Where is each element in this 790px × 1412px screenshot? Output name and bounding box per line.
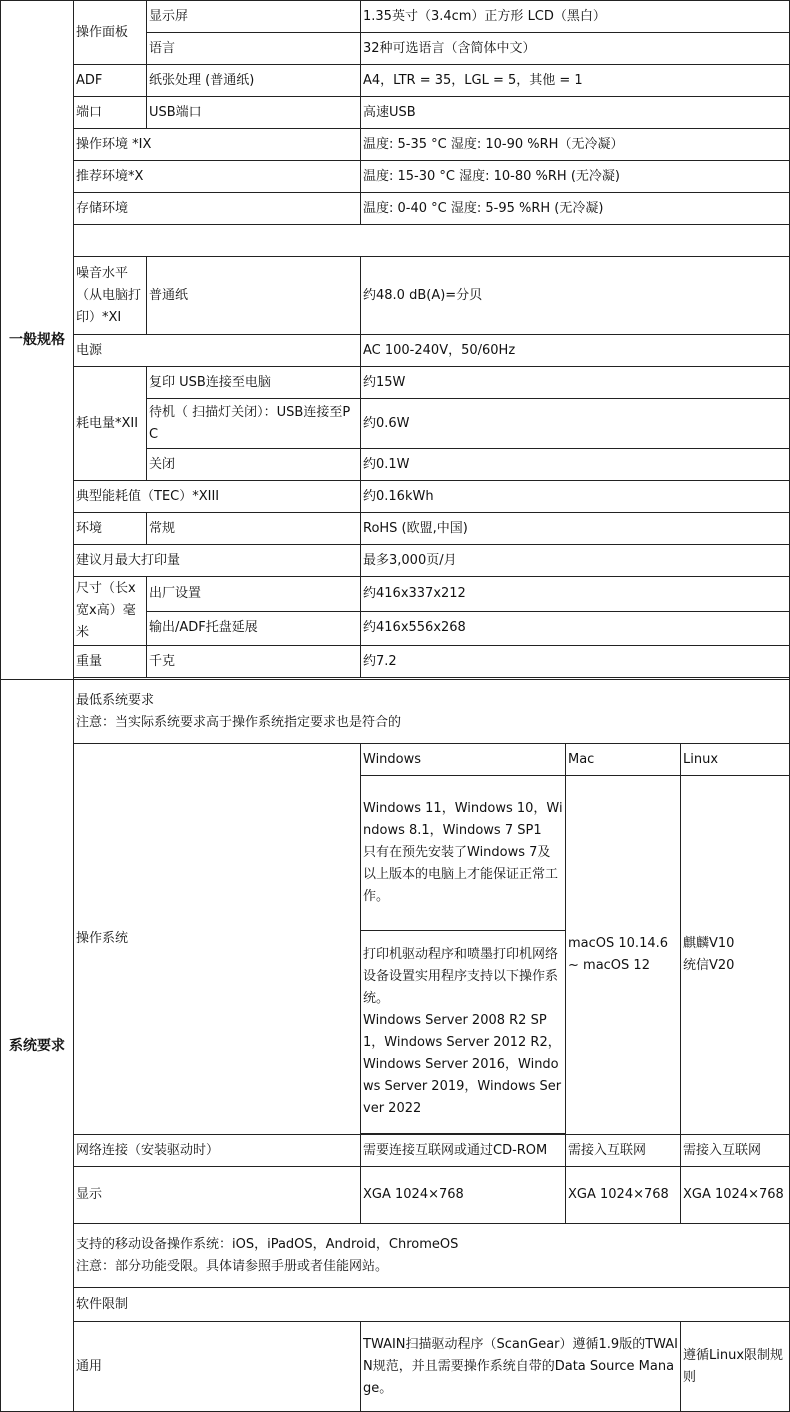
table-row xyxy=(1,1135,790,1167)
paper-handling-value: A4，LTR = 35，LGL = 5，其他 = 1 xyxy=(361,65,790,97)
table-row xyxy=(1,97,790,129)
adf-label: ADF xyxy=(74,65,147,97)
mac-header: Mac xyxy=(566,744,681,776)
storage-environment-label: 存储环境 xyxy=(74,193,361,225)
language-label: 语言 xyxy=(147,33,361,65)
table-row xyxy=(1,161,790,193)
section-general-label: 一般规格 xyxy=(1,1,74,680)
noise-level-value: 约48.0 dB(A)=分贝 xyxy=(361,257,790,335)
min-requirements-title: 最低系统要求 xyxy=(76,692,155,708)
storage-environment-value: 温度: 0-40 °C 湿度: 5-95 %RH (无冷凝) xyxy=(361,193,790,225)
tec-label: 典型能耗值（TEC）*XIII xyxy=(74,481,361,513)
table-row xyxy=(1,1288,790,1322)
network-label: 网络连接（安装驱动时） xyxy=(74,1135,361,1167)
min-requirements-note: 注意：当实际系统要求高于操作系统指定要求也是符合的 xyxy=(76,714,402,730)
table-row xyxy=(1,335,790,367)
display-windows: XGA 1024×768 xyxy=(361,1167,566,1224)
table-row xyxy=(1,129,790,161)
table-row xyxy=(1,545,790,577)
kg-label: 千克 xyxy=(147,646,361,678)
network-linux: 需接入互联网 xyxy=(681,1135,790,1167)
mobile-os-note: 注意：部分功能受限。具体请参照手册或者佳能网站。 xyxy=(76,1258,389,1274)
table-row xyxy=(1,65,790,97)
copy-label: 复印 USB连接至电脑 xyxy=(147,367,361,399)
network-mac: 需接入互联网 xyxy=(566,1135,681,1167)
weight-value: 约7.2 xyxy=(361,646,790,678)
table-row xyxy=(1,1,790,33)
table-row xyxy=(1,1167,790,1224)
table-row xyxy=(1,744,790,776)
os-label: 操作系统 xyxy=(74,744,361,1135)
language-value: 32种可选语言（含简体中文） xyxy=(361,33,790,65)
standby-value: 约0.6W xyxy=(361,399,790,449)
linux-limit-value: 遵循Linux限制规则 xyxy=(681,1322,790,1412)
regular-label: 常规 xyxy=(147,513,361,545)
panel-label: 操作面板 xyxy=(74,1,147,65)
section-system-label: 系统要求 xyxy=(1,680,74,1412)
recommended-environment-label: 推荐环境*X xyxy=(74,161,361,193)
power-consumption-label: 耗电量*XII xyxy=(74,367,147,481)
noise-level-label: 噪音水平（从电脑打印）*XI xyxy=(74,257,147,335)
table-row xyxy=(1,646,790,678)
operating-environment-value: 温度: 5-35 °C 湿度: 10-90 %RH（无冷凝） xyxy=(361,129,790,161)
windows-client-os: Windows 11，Windows 10，Windows 8.1，Windows 7 SP1 只有在预先安装了Windows 7及以上版本的电脑上才能保证正常工作。 xyxy=(361,776,566,931)
table-row xyxy=(1,680,790,744)
factory-setting-label: 出厂设置 xyxy=(147,577,361,612)
tray-extended-label: 输出/ADF托盘延展 xyxy=(147,611,361,646)
display-req-label: 显示 xyxy=(74,1167,361,1224)
empty-row xyxy=(74,225,790,257)
mobile-os-cell xyxy=(74,1224,790,1288)
operating-environment-label: 操作环境 *IX xyxy=(74,129,361,161)
twain-value: TWAIN扫描驱动程序（ScanGear）遵循1.9版的TWAIN规范，并且需要操作系统自带的Data Source Manage。 xyxy=(361,1322,681,1412)
off-value: 约0.1W xyxy=(361,449,790,481)
table-row xyxy=(1,193,790,225)
recommended-environment-value: 温度: 15-30 °C 湿度: 10-80 %RH (无冷凝) xyxy=(361,161,790,193)
rohs-value: RoHS (欧盟,中国) xyxy=(361,513,790,545)
port-label: 端口 xyxy=(74,97,147,129)
copy-value: 约15W xyxy=(361,367,790,399)
mobile-os-support: 支持的移动设备操作系统：iOS，iPadOS，Android，ChromeOS xyxy=(76,1236,459,1252)
table-row xyxy=(1,225,790,257)
general-label: 通用 xyxy=(74,1322,361,1412)
noise-plain-paper-label: 普通纸 xyxy=(147,257,361,335)
standby-label: 待机（ 扫描灯关闭）：USB连接至PC xyxy=(147,399,361,449)
power-label: 电源 xyxy=(74,335,361,367)
table-row xyxy=(1,513,790,545)
duty-cycle-label: 建议月最大打印量 xyxy=(74,545,361,577)
table-row xyxy=(1,1224,790,1288)
windows-server-os: 打印机驱动程序和喷墨打印机网络设备设置实用程序支持以下操作系统。 Windows Server 2008 R2 SP1，Windows Server 2012 R2，Windows Server 2016，Windows Server 2019，Windows Server 2022 xyxy=(361,931,566,1134)
tec-value: 约0.16kWh xyxy=(361,481,790,513)
windows-header: Windows xyxy=(361,744,566,776)
software-limits-label: 软件限制 xyxy=(74,1288,790,1322)
tray-extended-value: 约416x556x268 xyxy=(361,611,790,646)
table-row xyxy=(1,577,790,612)
min-requirements-cell xyxy=(74,680,790,744)
environment-label: 环境 xyxy=(74,513,147,545)
display-linux: XGA 1024×768 xyxy=(681,1167,790,1224)
usb-port-label: USB端口 xyxy=(147,97,361,129)
network-windows: 需要连接互联网或通过CD-ROM xyxy=(361,1135,566,1167)
mac-os: macOS 10.14.6 ~ macOS 12 xyxy=(566,776,681,1135)
table-row xyxy=(1,257,790,335)
dimensions-label: 尺寸（长x宽x高）毫米 xyxy=(74,577,147,646)
duty-cycle-value: 最多3,000页/月 xyxy=(361,545,790,577)
factory-setting-value: 约416x337x212 xyxy=(361,577,790,612)
table-row xyxy=(1,481,790,513)
linux-os: 麒麟V10 统信V20 xyxy=(681,776,790,1135)
paper-handling-label: 纸张处理 (普通纸) xyxy=(147,65,361,97)
display-value: 1.35英寸（3.4cm）正方形 LCD（黑白） xyxy=(361,1,790,33)
off-label: 关闭 xyxy=(147,449,361,481)
weight-label: 重量 xyxy=(74,646,147,678)
table-row xyxy=(1,1322,790,1412)
linux-header: Linux xyxy=(681,744,790,776)
power-value: AC 100-240V，50/60Hz xyxy=(361,335,790,367)
display-mac: XGA 1024×768 xyxy=(566,1167,681,1224)
usb-port-value: 高速USB xyxy=(361,97,790,129)
table-row xyxy=(1,367,790,399)
display-label: 显示屏 xyxy=(147,1,361,33)
